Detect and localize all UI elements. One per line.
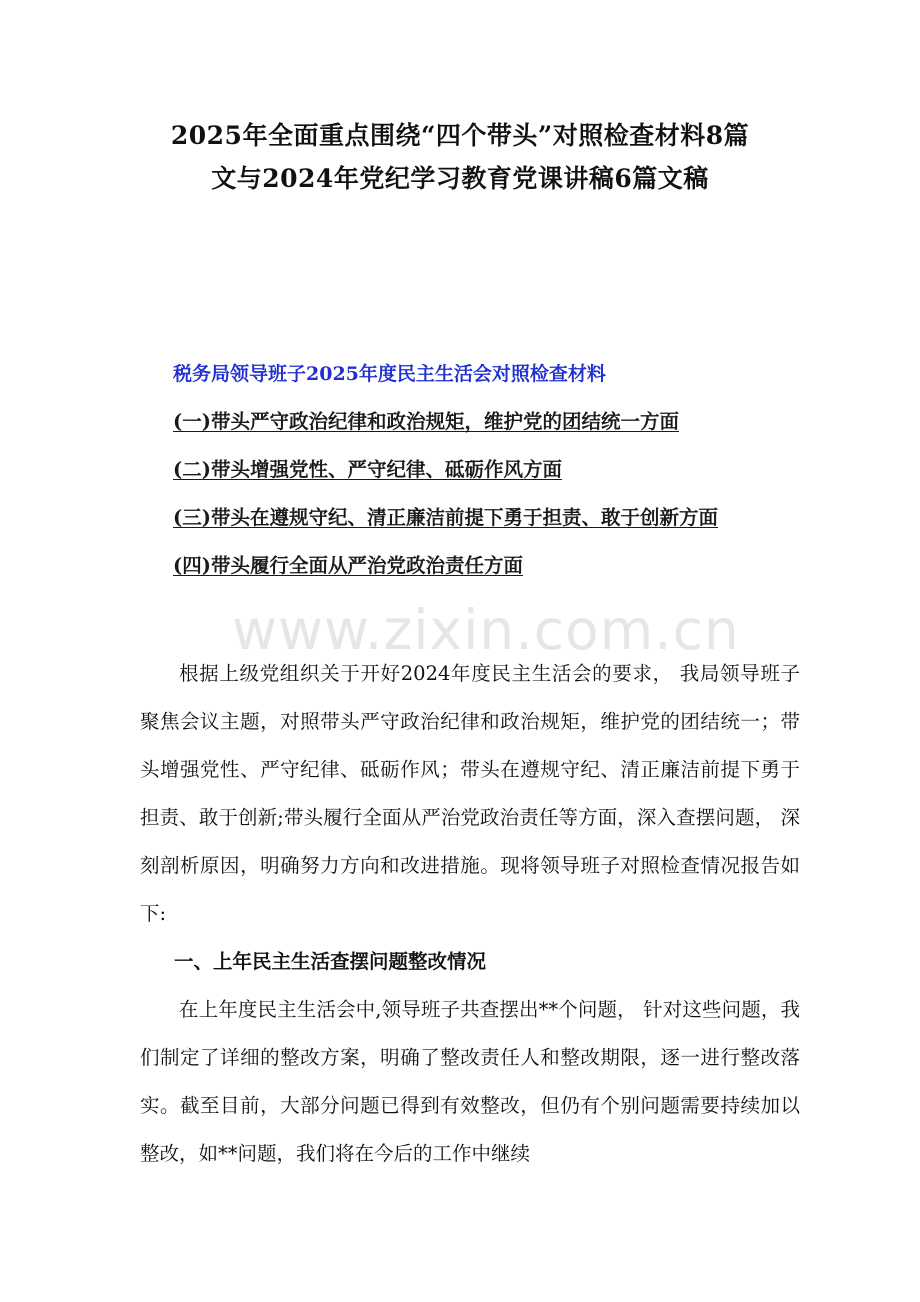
document-title — [120, 114, 800, 200]
toc-item-3[interactable]: (三)带头在遵规守纪、清正廉洁前提下勇于担责、敢于创新方面 — [173, 506, 718, 529]
section-1-paragraph: 在上年度民主生活会中,领导班子共查摆出**个问题， 针对这些问题，我们制定了详细的整改方案，明确了整改责任人和整改期限，逐一进行整改落实。截至目前，大部分问题已得到有效整改，但仍有个别问题需要持续加以整改，如**问题，我们将在今后的工作中继续 — [140, 998, 800, 1165]
document-title-line-2: 文与2024年党纪学习教育党课讲稿6篇文稿 — [211, 164, 709, 193]
toc-item-1[interactable]: (一)带头严守政治纪律和政治规矩，维护党的团结统一方面 — [173, 410, 679, 433]
watermark: www.zixin.com.cn — [232, 598, 740, 662]
section-heading-1: 一、上年民主生活查摆问题整改情况 — [174, 950, 487, 973]
document-body — [140, 650, 800, 1178]
table-of-contents — [173, 360, 813, 600]
document-title-line-1: 2025年全面重点围绕“四个带头”对照检查材料8篇 — [170, 121, 750, 150]
intro-paragraph: 根据上级党组织关于开好2024年度民主生活会的要求， 我局领导班子聚焦会议主题，对照带头严守政治纪律和政治规矩，维护党的团结统一；带头增强党性、严守纪律、砥砺作风；带头在遵规守纪、清正廉洁前提下勇于担责、敢于创新;带头履行全面从严治党政治责任等方面，深入查摆问题， 深刻剖析原因，明确努力方向和改进措施。现将领导班子对照检查情况报告如下: — [140, 662, 800, 925]
toc-heading: 税务局领导班子2025年度民主生活会对照检查材料 — [173, 363, 606, 385]
toc-item-4[interactable]: (四)带头履行全面从严治党政治责任方面 — [173, 554, 523, 577]
toc-item-2[interactable]: (二)带头增强党性、严守纪律、砥砺作风方面 — [173, 458, 562, 481]
